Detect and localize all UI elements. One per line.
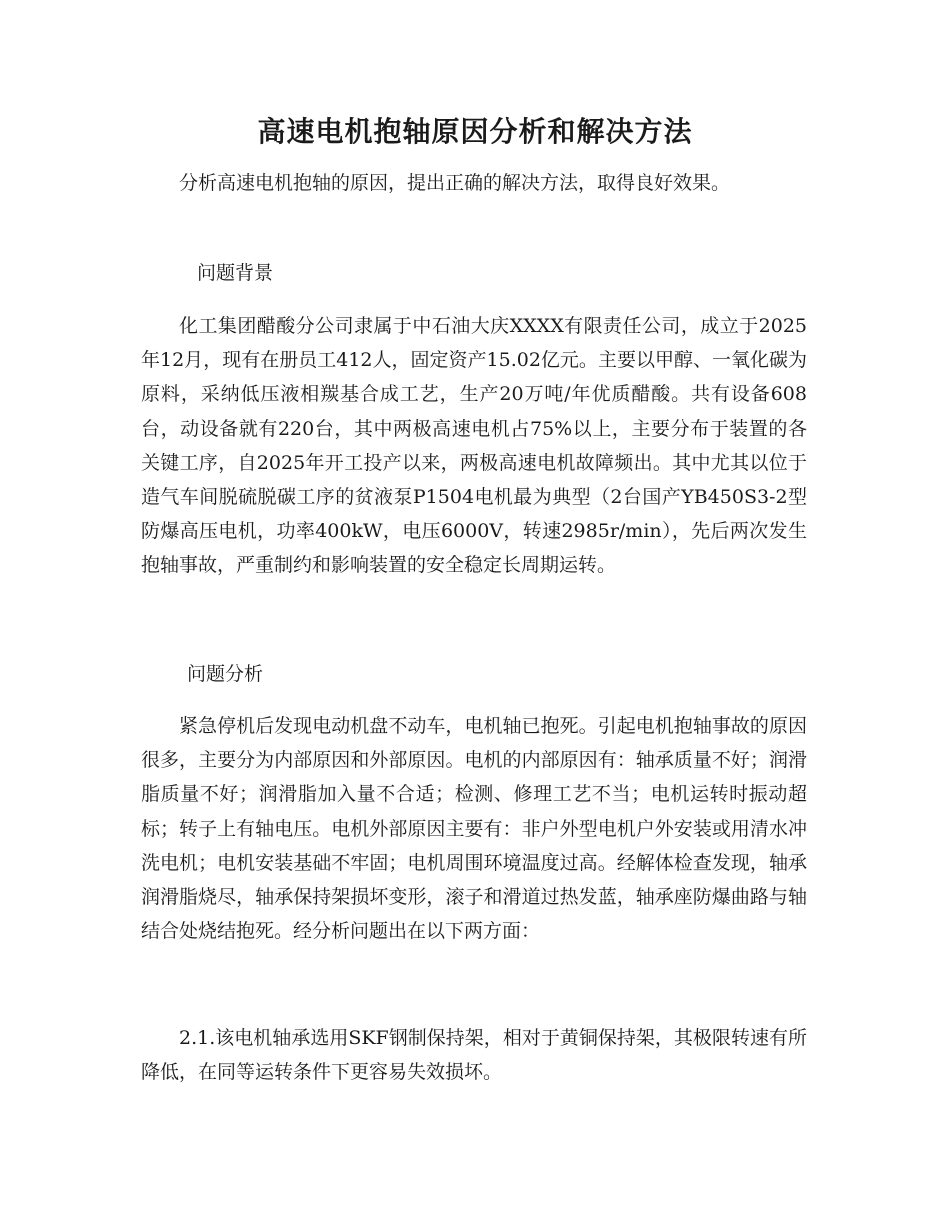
analysis-item-2-1: 2.1.该电机轴承选用SKF钢制保持架，相对于黄铜保持架，其极限转速有所降低，在同等运转条件下更容易失效损坏。: [141, 1027, 807, 1084]
intro-paragraph: 分析高速电机抱轴的原因，提出正确的解决方法，取得良好效果。: [179, 172, 731, 194]
background-paragraph: 化工集团醋酸分公司隶属于中石油大庆XXXX有限责任公司，成立于2025年12月，现有在册员工412人，固定资产15.02亿元。主要以甲醇、一氧化碳为原料，采纳低压液相羰基合成工艺，生产20万吨/年优质醋酸。共有设备608台，动设备就有220台，其中两极高速电机占75%以上，主要分布于装置的各关键工序，自2025年开工投产以来，两极高速电机故障频出。其中尤其以位于造气车间脱硫脱碳工序的贫液泵P1504电机最为典型（2台国产YB450S3-2型防爆高压电机，功率400kW，电压6000V，转速2985r/min），先后两次发生抱轴事故，严重制约和影响装置的安全稳定长周期运转。: [141, 315, 807, 577]
section-heading-background: 问题背景: [197, 262, 274, 284]
analysis-paragraph: 紧急停机后发现电动机盘不动车，电机轴已抱死。引起电机抱轴事故的原因很多，主要分为内部原因和外部原因。电机的内部原因有：轴承质量不好；润滑脂质量不好；润滑脂加入量不合适；检测、修理工艺不当；电机运转时振动超标；转子上有轴电压。电机外部原因主要有：非户外型电机户外安装或用清水冲洗电机；电机安装基础不牢固；电机周围环境温度过高。经解体检查发现，轴承润滑脂烧尽，轴承保持架损坏变形，滚子和滑道过热发蓝，轴承座防爆曲路与轴结合处烧结抱死。经分析问题出在以下两方面：: [141, 715, 807, 943]
section-heading-analysis: 问题分析: [187, 663, 264, 685]
document-title: 高速电机抱轴原因分析和解决方法: [257, 115, 693, 148]
